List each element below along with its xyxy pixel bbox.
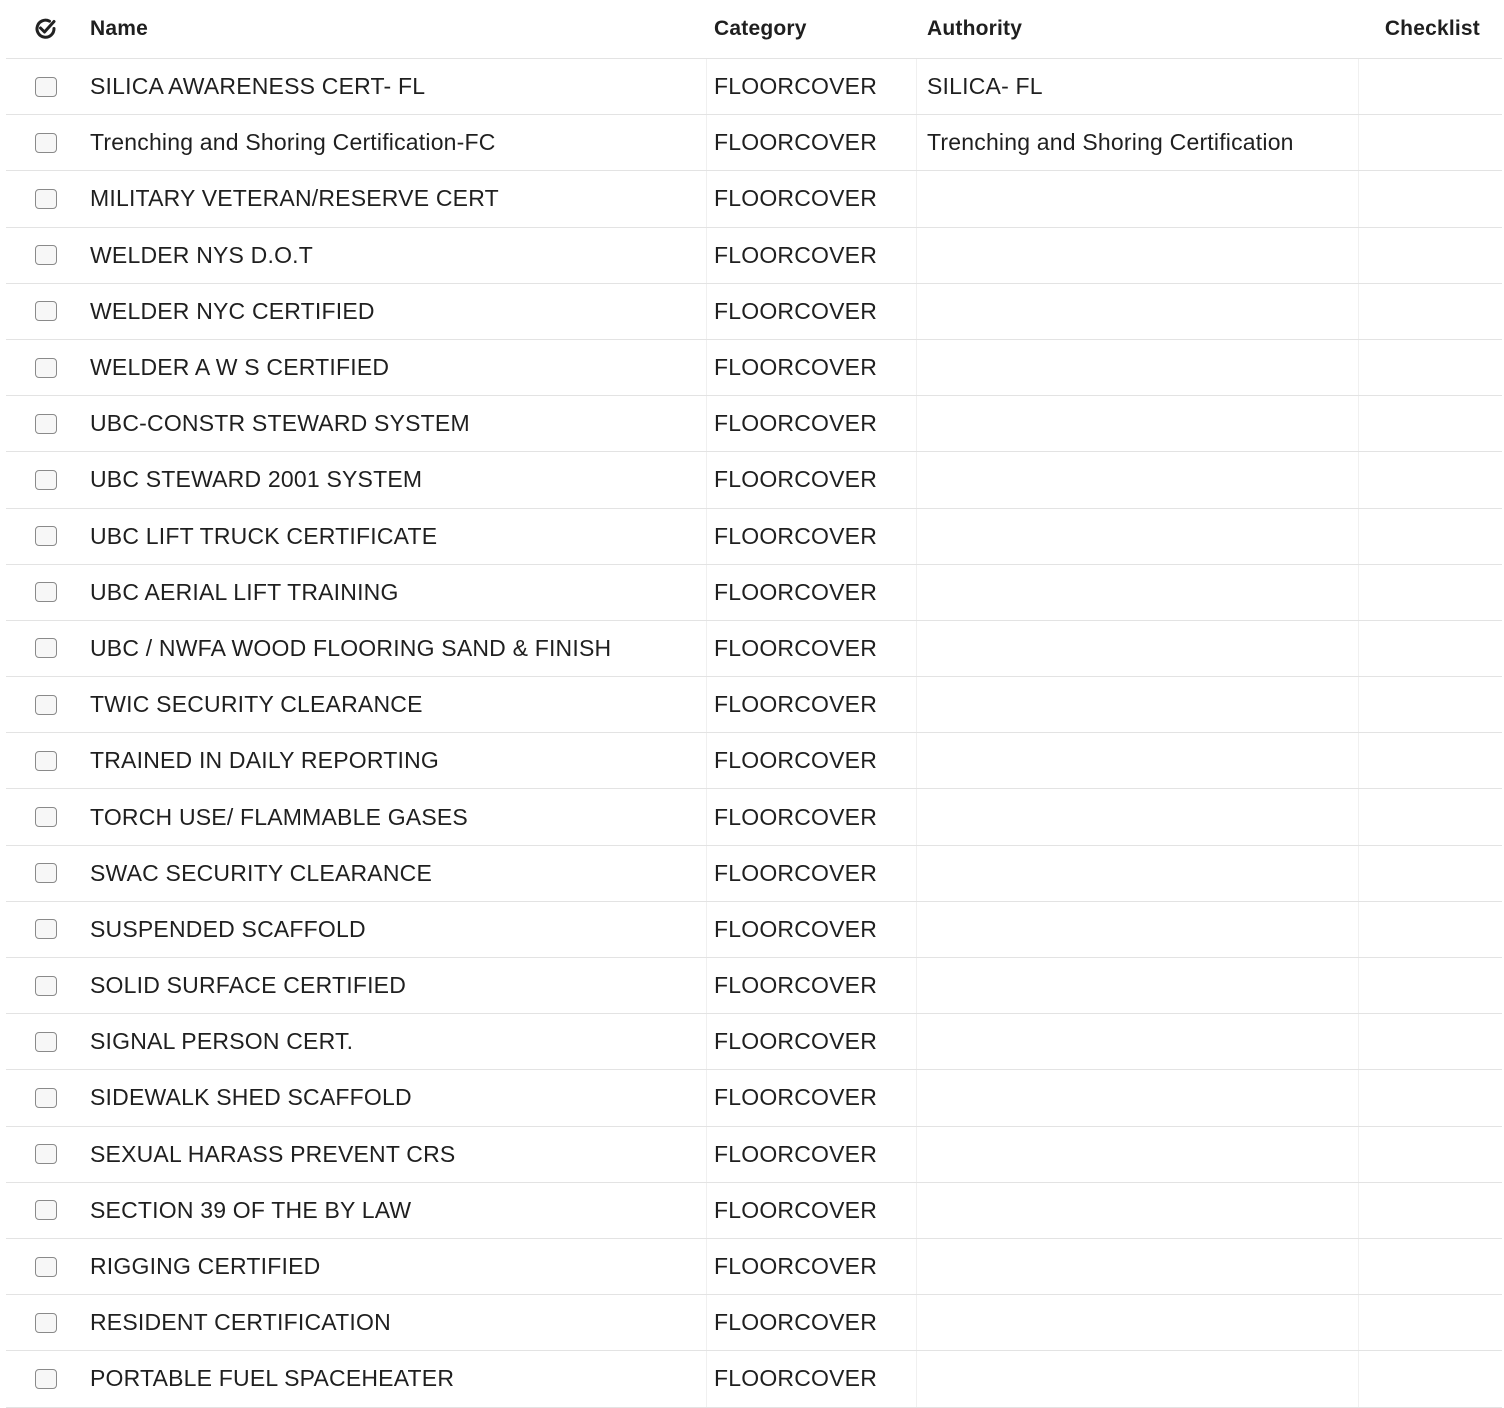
table-row[interactable]	[6, 733, 1502, 789]
table-row[interactable]	[6, 115, 1502, 171]
column-header-authority[interactable]: Authority	[927, 17, 1023, 40]
row-select-cell	[28, 59, 64, 114]
row-select-cell	[28, 621, 64, 676]
cert-category: FLOORCOVER	[714, 185, 878, 212]
cert-name: TWIC SECURITY CLEARANCE	[90, 691, 423, 718]
table-row[interactable]	[6, 1295, 1502, 1351]
table-row[interactable]	[6, 1183, 1502, 1239]
row-checkbox[interactable]	[35, 863, 57, 883]
cert-category: FLOORCOVER	[714, 241, 878, 268]
table-row[interactable]	[6, 846, 1502, 902]
row-select-cell	[28, 1295, 64, 1350]
cert-name: SOLID SURFACE CERTIFIED	[90, 972, 407, 999]
table-row[interactable]	[6, 565, 1502, 621]
row-select-cell	[28, 789, 64, 844]
cert-name: RIGGING CERTIFIED	[90, 1253, 321, 1280]
row-select-cell	[28, 396, 64, 451]
cert-category: FLOORCOVER	[714, 578, 878, 605]
cert-category: FLOORCOVER	[714, 634, 878, 661]
cert-category: FLOORCOVER	[714, 1253, 878, 1280]
row-select-cell	[28, 1014, 64, 1069]
cert-authority: Trenching and Shoring Certification	[927, 129, 1294, 156]
cert-category: FLOORCOVER	[714, 803, 878, 830]
cert-name: TORCH USE/ FLAMMABLE GASES	[90, 803, 468, 830]
row-select-cell	[28, 733, 64, 788]
table-row[interactable]	[6, 1014, 1502, 1070]
cert-category: FLOORCOVER	[714, 354, 878, 381]
table-row[interactable]	[6, 452, 1502, 508]
table-row[interactable]	[6, 396, 1502, 452]
cert-category: FLOORCOVER	[714, 915, 878, 942]
row-checkbox[interactable]	[35, 695, 57, 715]
row-checkbox[interactable]	[35, 1032, 57, 1052]
cert-name: RESIDENT CERTIFICATION	[90, 1309, 391, 1336]
row-checkbox[interactable]	[35, 976, 57, 996]
certifications-table	[6, 0, 1502, 1408]
cert-name: SIDEWALK SHED SCAFFOLD	[90, 1084, 412, 1111]
table-row[interactable]	[6, 1070, 1502, 1126]
row-select-cell	[28, 171, 64, 226]
row-select-cell	[28, 284, 64, 339]
row-checkbox[interactable]	[35, 1369, 57, 1389]
cert-name: UBC-CONSTR STEWARD SYSTEM	[90, 410, 470, 437]
row-checkbox[interactable]	[35, 1088, 57, 1108]
row-select-cell	[28, 509, 64, 564]
table-row[interactable]	[6, 284, 1502, 340]
row-checkbox[interactable]	[35, 638, 57, 658]
cert-category: FLOORCOVER	[714, 297, 878, 324]
cert-name: UBC LIFT TRUCK CERTIFICATE	[90, 522, 438, 549]
row-select-cell	[28, 1239, 64, 1294]
row-select-cell	[28, 958, 64, 1013]
cert-name: UBC / NWFA WOOD FLOORING SAND & FINISH	[90, 634, 612, 661]
cert-name: UBC AERIAL LIFT TRAINING	[90, 578, 399, 605]
row-checkbox[interactable]	[35, 526, 57, 546]
cert-category: FLOORCOVER	[714, 73, 878, 100]
cert-category: FLOORCOVER	[714, 747, 878, 774]
cert-name: SUSPENDED SCAFFOLD	[90, 915, 366, 942]
cert-category: FLOORCOVER	[714, 1028, 878, 1055]
cert-name: TRAINED IN DAILY REPORTING	[90, 747, 439, 774]
row-checkbox[interactable]	[35, 358, 57, 378]
table-row[interactable]	[6, 340, 1502, 396]
cert-name: SIGNAL PERSON CERT.	[90, 1028, 354, 1055]
cert-category: FLOORCOVER	[714, 522, 878, 549]
cert-name: MILITARY VETERAN/RESERVE CERT	[90, 185, 499, 212]
row-select-cell	[28, 565, 64, 620]
cert-category: FLOORCOVER	[714, 1309, 878, 1336]
row-checkbox[interactable]	[35, 133, 57, 153]
row-checkbox[interactable]	[35, 189, 57, 209]
cert-category: FLOORCOVER	[714, 691, 878, 718]
row-select-cell	[28, 228, 64, 283]
row-checkbox[interactable]	[35, 807, 57, 827]
row-select-cell	[28, 1351, 64, 1406]
cert-category: FLOORCOVER	[714, 1084, 878, 1111]
cert-category: FLOORCOVER	[714, 972, 878, 999]
row-select-cell	[28, 1070, 64, 1125]
table-row[interactable]	[6, 509, 1502, 565]
cert-category: FLOORCOVER	[714, 859, 878, 886]
cert-category: FLOORCOVER	[714, 1196, 878, 1223]
table-row[interactable]	[6, 1127, 1502, 1183]
cert-name: PORTABLE FUEL SPACEHEATER	[90, 1365, 455, 1392]
cert-name: SWAC SECURITY CLEARANCE	[90, 859, 432, 886]
column-header-category[interactable]: Category	[714, 17, 807, 40]
column-header-checklist[interactable]: Checklist	[1384, 17, 1480, 40]
cert-category: FLOORCOVER	[714, 410, 878, 437]
cert-name: WELDER NYC CERTIFIED	[90, 297, 375, 324]
table-row[interactable]	[6, 621, 1502, 677]
row-select-cell	[28, 452, 64, 507]
row-checkbox[interactable]	[35, 77, 57, 97]
cert-category: FLOORCOVER	[714, 1365, 878, 1392]
row-checkbox[interactable]	[35, 1257, 57, 1277]
cert-category: FLOORCOVER	[714, 129, 878, 156]
cert-name: SILICA AWARENESS CERT- FL	[90, 73, 426, 100]
row-checkbox[interactable]	[35, 751, 57, 771]
cert-name: UBC STEWARD 2001 SYSTEM	[90, 466, 423, 493]
row-select-cell	[28, 902, 64, 957]
row-checkbox[interactable]	[35, 1144, 57, 1164]
checkmark-circle-icon	[34, 17, 58, 41]
table-row[interactable]	[6, 228, 1502, 284]
cert-name: WELDER NYS D.O.T	[90, 241, 314, 268]
row-select-cell	[28, 115, 64, 170]
row-checkbox[interactable]	[35, 919, 57, 939]
select-all-checkbox[interactable]	[28, 0, 64, 58]
cert-category: FLOORCOVER	[714, 466, 878, 493]
table-header	[6, 0, 1502, 59]
table-row[interactable]	[6, 958, 1502, 1014]
cert-category: FLOORCOVER	[714, 1140, 878, 1167]
cert-name: Trenching and Shoring Certification-FC	[90, 129, 496, 156]
row-checkbox[interactable]	[35, 470, 57, 490]
row-checkbox[interactable]	[35, 301, 57, 321]
table-row[interactable]	[6, 1351, 1502, 1407]
row-select-cell	[28, 1127, 64, 1182]
cert-name: SEXUAL HARASS PREVENT CRS	[90, 1140, 456, 1167]
table-row[interactable]	[6, 789, 1502, 845]
row-select-cell	[28, 677, 64, 732]
row-select-cell	[28, 1183, 64, 1238]
column-header-name[interactable]: Name	[90, 17, 148, 40]
cert-name: WELDER A W S CERTIFIED	[90, 354, 390, 381]
table-body	[6, 59, 1502, 1408]
row-checkbox[interactable]	[35, 414, 57, 434]
row-checkbox[interactable]	[35, 245, 57, 265]
cert-authority: SILICA- FL	[927, 73, 1043, 100]
row-select-cell	[28, 340, 64, 395]
table-row[interactable]	[6, 59, 1502, 115]
table-row[interactable]	[6, 171, 1502, 227]
cert-name: SECTION 39 OF THE BY LAW	[90, 1196, 412, 1223]
table-row[interactable]	[6, 902, 1502, 958]
row-checkbox[interactable]	[35, 1313, 57, 1333]
row-checkbox[interactable]	[35, 1200, 57, 1220]
table-row[interactable]	[6, 1239, 1502, 1295]
row-select-cell	[28, 846, 64, 901]
row-checkbox[interactable]	[35, 582, 57, 602]
table-row[interactable]	[6, 677, 1502, 733]
